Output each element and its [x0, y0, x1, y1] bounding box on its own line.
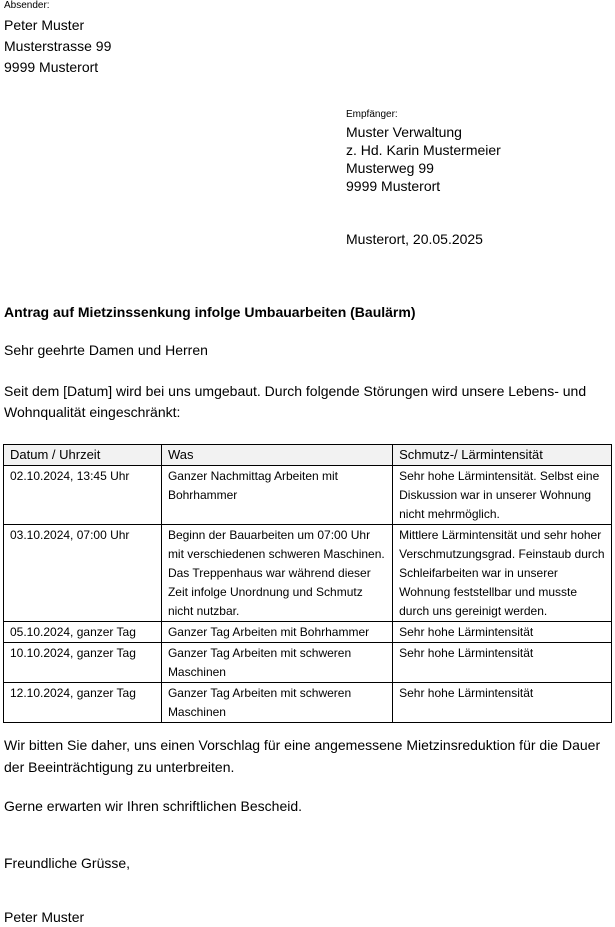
table-row [4, 683, 612, 723]
date-line: Musterort, 20.05.2025 [346, 231, 483, 247]
header-what: Was [161, 445, 392, 466]
table-row [4, 525, 612, 622]
header-intensity: Schmutz-/ Lärmintensität [393, 445, 612, 466]
cell-intensity: Sehr hohe Lärmintensität [393, 643, 612, 683]
table-header-row [4, 445, 612, 466]
cell-what: Ganzer Tag Arbeiten mit Bohrhammer [161, 622, 392, 643]
request-paragraph: Wir bitten Sie daher, uns einen Vorschlag für eine angemessene Mietzinsreduktion für die Dauer der Beeinträchtigung zu unterbreiten. [4, 737, 601, 775]
recipient-company: Muster Verwaltung [346, 124, 462, 140]
cell-what: Ganzer Tag Arbeiten mit schweren Maschinen [161, 683, 392, 723]
sender-city: 9999 Musterort [4, 59, 99, 75]
table-row [4, 466, 612, 525]
recipient-street: Musterweg 99 [346, 160, 434, 176]
cell-what: Beginn der Bauarbeiten um 07:00 Uhr mit verschiedenen schweren Maschinen. Das Treppenhaus war während dieser Zeit infolge Unordnung und Schmutz nicht nutzbar. [161, 525, 392, 622]
recipient-label: Empfänger: [346, 109, 398, 120]
subject-line: Antrag auf Mietzinssenkung infolge Umbauarbeiten (Baulärm) [4, 304, 416, 320]
header-date-time: Datum / Uhrzeit [4, 445, 162, 466]
table-row [4, 622, 612, 643]
signature-name: Peter Muster [4, 909, 85, 925]
disruptions-table [3, 444, 612, 723]
cell-date-time: 03.10.2024, 07:00 Uhr [4, 525, 162, 622]
sender-name: Peter Muster [4, 17, 85, 33]
cell-intensity: Sehr hohe Lärmintensität [393, 683, 612, 723]
table-row [4, 643, 612, 683]
recipient-city: 9999 Musterort [346, 178, 441, 194]
cell-intensity: Sehr hohe Lärmintensität. Selbst eine Diskussion war in unserer Wohnung nicht mehrmöglich. [393, 466, 612, 525]
salutation: Sehr geehrte Damen und Herren [4, 342, 208, 358]
cell-date-time: 12.10.2024, ganzer Tag [4, 683, 162, 723]
cell-date-time: 10.10.2024, ganzer Tag [4, 643, 162, 683]
cell-date-time: 02.10.2024, 13:45 Uhr [4, 466, 162, 525]
cell-intensity: Mittlere Lärmintensität und sehr hoher Verschmutzungsgrad. Feinstaub durch Schleifarbeiten war in unserer Wohnung feststellbar und musste durch uns gereinigt werden. [393, 525, 612, 622]
cell-date-time: 05.10.2024, ganzer Tag [4, 622, 162, 643]
recipient-attention: z. Hd. Karin Mustermeier [346, 142, 501, 158]
cell-intensity: Sehr hohe Lärmintensität [393, 622, 612, 643]
closing-greeting: Freundliche Grüsse, [4, 855, 131, 871]
sender-street: Musterstrasse 99 [4, 38, 112, 54]
recipient-block [346, 109, 501, 195]
sender-block [4, 0, 111, 78]
intro-paragraph: Seit dem [Datum] wird bei uns umgebaut. Durch folgende Störungen wird unsere Lebens- und Wohnqualität eingeschränkt: [4, 383, 587, 420]
cell-what: Ganzer Tag Arbeiten mit schweren Maschinen [161, 643, 392, 683]
cell-what: Ganzer Nachmittag Arbeiten mit Bohrhammer [161, 466, 392, 525]
awaiting-response-line: Gerne erwarten wir Ihren schriftlichen Bescheid. [4, 798, 303, 814]
sender-label: Absender: [4, 0, 50, 11]
